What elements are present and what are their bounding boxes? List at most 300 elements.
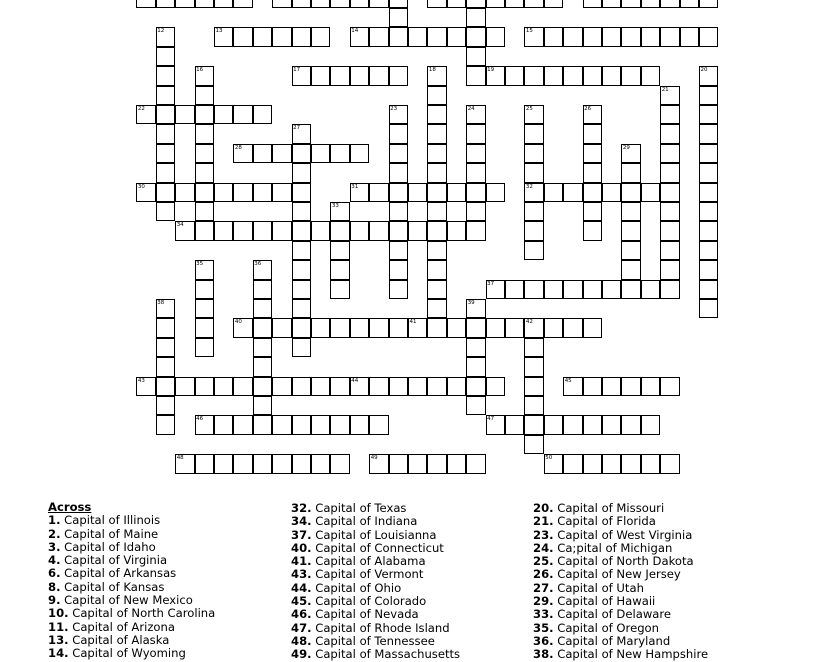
grid-cell[interactable]	[253, 280, 272, 299]
grid-cell[interactable]	[544, 280, 563, 299]
grid-cell[interactable]	[175, 183, 194, 202]
grid-cell[interactable]	[505, 66, 524, 85]
grid-cell[interactable]	[214, 377, 233, 396]
grid-cell[interactable]	[641, 183, 660, 202]
grid-cell[interactable]	[253, 299, 272, 318]
grid-cell[interactable]	[524, 377, 543, 396]
grid-cell[interactable]	[427, 299, 446, 318]
grid-cell[interactable]	[156, 163, 175, 182]
grid-cell[interactable]	[505, 318, 524, 337]
grid-cell[interactable]	[350, 66, 369, 85]
grid-cell[interactable]	[641, 415, 660, 434]
grid-cell[interactable]	[408, 183, 427, 202]
grid-cell[interactable]	[602, 66, 621, 85]
grid-cell[interactable]	[427, 86, 446, 105]
grid-cell[interactable]	[233, 415, 252, 434]
grid-cell[interactable]	[660, 124, 679, 143]
grid-cell[interactable]	[427, 280, 446, 299]
grid-cell[interactable]	[292, 241, 311, 260]
grid-cell[interactable]	[175, 377, 194, 396]
grid-cell[interactable]	[427, 260, 446, 279]
grid-cell[interactable]	[156, 415, 175, 434]
grid-cell[interactable]	[583, 280, 602, 299]
grid-cell[interactable]	[524, 66, 543, 85]
grid-cell[interactable]	[505, 0, 524, 8]
grid-cell[interactable]	[389, 221, 408, 240]
grid-cell[interactable]	[641, 280, 660, 299]
grid-cell[interactable]	[583, 27, 602, 46]
grid-cell[interactable]	[195, 318, 214, 337]
grid-cell[interactable]	[427, 27, 446, 46]
grid-cell[interactable]	[583, 163, 602, 182]
grid-cell[interactable]	[253, 338, 272, 357]
grid-cell[interactable]	[660, 27, 679, 46]
grid-cell[interactable]	[214, 105, 233, 124]
grid-cell[interactable]	[330, 318, 349, 337]
grid-cell[interactable]	[311, 221, 330, 240]
grid-cell[interactable]	[292, 163, 311, 182]
grid-cell[interactable]	[699, 0, 718, 8]
grid-cell[interactable]	[680, 0, 699, 8]
grid-cell[interactable]	[563, 454, 582, 473]
grid-cell[interactable]	[427, 377, 446, 396]
grid-cell[interactable]	[408, 454, 427, 473]
grid-cell[interactable]	[486, 0, 505, 8]
grid-cell[interactable]	[214, 221, 233, 240]
grid-cell[interactable]	[641, 454, 660, 473]
grid-cell[interactable]	[253, 105, 272, 124]
grid-cell[interactable]	[253, 318, 272, 337]
grid-cell[interactable]	[214, 415, 233, 434]
grid-cell[interactable]	[524, 357, 543, 376]
grid-cell[interactable]	[292, 202, 311, 221]
grid-cell[interactable]	[466, 124, 485, 143]
grid-cell[interactable]	[505, 280, 524, 299]
grid-cell[interactable]	[233, 377, 252, 396]
grid-cell[interactable]	[175, 105, 194, 124]
grid-cell[interactable]	[253, 454, 272, 473]
grid-cell[interactable]	[292, 299, 311, 318]
grid-cell[interactable]	[369, 377, 388, 396]
grid-cell[interactable]	[699, 27, 718, 46]
grid-cell[interactable]	[330, 66, 349, 85]
grid-cell[interactable]	[524, 163, 543, 182]
grid-cell[interactable]	[292, 27, 311, 46]
grid-cell[interactable]	[621, 280, 640, 299]
grid-cell[interactable]	[641, 66, 660, 85]
grid-cell[interactable]	[389, 377, 408, 396]
grid-cell[interactable]	[699, 202, 718, 221]
grid-cell[interactable]	[699, 241, 718, 260]
grid-cell[interactable]	[330, 260, 349, 279]
grid-cell[interactable]	[583, 202, 602, 221]
grid-cell[interactable]	[641, 377, 660, 396]
grid-cell[interactable]	[660, 163, 679, 182]
grid-cell[interactable]	[389, 202, 408, 221]
grid-cell[interactable]	[621, 377, 640, 396]
grid-cell[interactable]	[583, 183, 602, 202]
grid-cell[interactable]	[486, 183, 505, 202]
grid-cell[interactable]	[272, 454, 291, 473]
grid-cell[interactable]	[447, 454, 466, 473]
grid-cell[interactable]	[621, 415, 640, 434]
grid-cell[interactable]	[621, 66, 640, 85]
grid-cell[interactable]	[175, 0, 194, 8]
grid-cell[interactable]	[195, 105, 214, 124]
grid-cell[interactable]	[292, 260, 311, 279]
grid-cell[interactable]	[466, 318, 485, 337]
grid-cell[interactable]	[389, 163, 408, 182]
grid-cell[interactable]	[292, 183, 311, 202]
grid-cell[interactable]	[156, 377, 175, 396]
grid-cell[interactable]	[389, 183, 408, 202]
grid-cell[interactable]	[311, 377, 330, 396]
grid-cell[interactable]	[524, 280, 543, 299]
grid-cell[interactable]	[447, 27, 466, 46]
grid-cell[interactable]	[195, 377, 214, 396]
grid-cell[interactable]	[660, 183, 679, 202]
grid-cell[interactable]	[699, 124, 718, 143]
grid-cell[interactable]	[389, 124, 408, 143]
grid-cell[interactable]	[486, 377, 505, 396]
grid-cell[interactable]	[583, 377, 602, 396]
grid-cell[interactable]	[563, 318, 582, 337]
grid-cell[interactable]	[641, 27, 660, 46]
grid-cell[interactable]	[466, 144, 485, 163]
grid-cell[interactable]	[253, 221, 272, 240]
grid-cell[interactable]	[447, 0, 466, 8]
grid-cell[interactable]	[156, 396, 175, 415]
grid-cell[interactable]	[214, 0, 233, 8]
grid-cell[interactable]	[408, 221, 427, 240]
grid-cell[interactable]	[292, 280, 311, 299]
grid-cell[interactable]	[330, 415, 349, 434]
grid-cell[interactable]	[253, 27, 272, 46]
grid-cell[interactable]	[292, 221, 311, 240]
grid-cell[interactable]	[583, 124, 602, 143]
grid-cell[interactable]	[524, 435, 543, 454]
grid-cell[interactable]	[602, 415, 621, 434]
grid-cell[interactable]	[544, 318, 563, 337]
grid-cell[interactable]	[466, 454, 485, 473]
grid-cell[interactable]	[699, 163, 718, 182]
grid-cell[interactable]	[563, 27, 582, 46]
grid-cell[interactable]	[272, 144, 291, 163]
grid-cell[interactable]	[195, 183, 214, 202]
grid-cell[interactable]	[524, 144, 543, 163]
grid-cell[interactable]	[447, 318, 466, 337]
grid-cell[interactable]	[524, 396, 543, 415]
grid-cell[interactable]	[621, 163, 640, 182]
grid-cell[interactable]	[563, 415, 582, 434]
grid-cell[interactable]	[253, 144, 272, 163]
grid-cell[interactable]	[621, 202, 640, 221]
grid-cell[interactable]	[156, 124, 175, 143]
grid-cell[interactable]	[233, 183, 252, 202]
grid-cell[interactable]	[369, 183, 388, 202]
grid-cell[interactable]	[466, 163, 485, 182]
grid-cell[interactable]	[311, 0, 330, 8]
grid-cell[interactable]	[427, 144, 446, 163]
grid-cell[interactable]	[195, 0, 214, 8]
grid-cell[interactable]	[253, 377, 272, 396]
grid-cell[interactable]	[660, 241, 679, 260]
grid-cell[interactable]	[544, 27, 563, 46]
grid-cell[interactable]	[156, 357, 175, 376]
clue-item	[533, 635, 708, 648]
grid-cell[interactable]	[195, 221, 214, 240]
grid-cell[interactable]	[136, 0, 155, 8]
grid-cell[interactable]	[156, 105, 175, 124]
grid-cell[interactable]	[233, 221, 252, 240]
grid-cell[interactable]	[466, 357, 485, 376]
grid-cell[interactable]	[699, 260, 718, 279]
grid-cell[interactable]	[292, 144, 311, 163]
grid-cell[interactable]	[466, 338, 485, 357]
grid-cell[interactable]	[583, 221, 602, 240]
grid-cell[interactable]	[369, 415, 388, 434]
grid-cell[interactable]	[311, 144, 330, 163]
grid-cell[interactable]	[389, 66, 408, 85]
grid-cell[interactable]	[660, 377, 679, 396]
grid-cell[interactable]	[466, 377, 485, 396]
grid-cell[interactable]	[369, 221, 388, 240]
grid-cell[interactable]	[195, 124, 214, 143]
grid-cell[interactable]	[660, 221, 679, 240]
grid-cell[interactable]	[292, 415, 311, 434]
grid-cell[interactable]	[427, 124, 446, 143]
grid-cell[interactable]	[524, 221, 543, 240]
grid-cell[interactable]	[369, 27, 388, 46]
grid-cell[interactable]	[466, 183, 485, 202]
grid-cell[interactable]	[156, 183, 175, 202]
grid-cell[interactable]	[621, 260, 640, 279]
grid-cell[interactable]	[330, 280, 349, 299]
grid-cell[interactable]	[233, 27, 252, 46]
grid-cell[interactable]	[544, 415, 563, 434]
grid-cell[interactable]	[699, 183, 718, 202]
grid-cell[interactable]	[505, 415, 524, 434]
grid-cell[interactable]	[486, 27, 505, 46]
grid-cell[interactable]	[583, 454, 602, 473]
grid-cell[interactable]	[524, 241, 543, 260]
grid-cell[interactable]	[156, 318, 175, 337]
grid-cell[interactable]	[253, 415, 272, 434]
grid-cell[interactable]	[156, 0, 175, 8]
grid-cell[interactable]	[427, 454, 446, 473]
grid-cell[interactable]	[214, 183, 233, 202]
grid-cell[interactable]	[389, 454, 408, 473]
grid-cell[interactable]	[466, 202, 485, 221]
grid-cell[interactable]	[292, 377, 311, 396]
grid-cell[interactable]	[544, 66, 563, 85]
grid-cell[interactable]	[621, 183, 640, 202]
grid-cell[interactable]	[427, 318, 446, 337]
grid-cell[interactable]	[699, 280, 718, 299]
grid-cell[interactable]	[602, 27, 621, 46]
grid-cell[interactable]	[311, 415, 330, 434]
grid-cell[interactable]	[330, 0, 349, 8]
grid-cell[interactable]	[583, 0, 602, 8]
grid-cell[interactable]	[660, 105, 679, 124]
grid-cell[interactable]	[253, 357, 272, 376]
grid-cell[interactable]	[330, 144, 349, 163]
grid-cell[interactable]	[156, 144, 175, 163]
grid-cell[interactable]	[466, 66, 485, 85]
grid-cell[interactable]	[641, 0, 660, 8]
grid-cell[interactable]	[272, 318, 291, 337]
grid-cell[interactable]	[699, 299, 718, 318]
grid-cell[interactable]	[660, 260, 679, 279]
grid-cell[interactable]	[621, 27, 640, 46]
grid-cell[interactable]	[292, 338, 311, 357]
grid-cell[interactable]	[699, 105, 718, 124]
grid-cell[interactable]	[233, 454, 252, 473]
grid-cell[interactable]	[389, 27, 408, 46]
grid-cell[interactable]	[389, 144, 408, 163]
grid-cell[interactable]	[466, 221, 485, 240]
grid-cell[interactable]	[699, 221, 718, 240]
grid-cell[interactable]	[563, 280, 582, 299]
grid-cell[interactable]	[272, 0, 291, 8]
grid-cell[interactable]	[583, 318, 602, 337]
grid-cell[interactable]	[389, 280, 408, 299]
grid-cell[interactable]	[272, 27, 291, 46]
grid-cell[interactable]	[660, 280, 679, 299]
grid-cell[interactable]	[427, 183, 446, 202]
grid-cell[interactable]	[602, 183, 621, 202]
grid-cell[interactable]	[602, 280, 621, 299]
grid-cell[interactable]	[524, 0, 543, 8]
grid-cell[interactable]	[311, 27, 330, 46]
grid-cell[interactable]	[447, 377, 466, 396]
grid-cell[interactable]	[292, 318, 311, 337]
grid-cell[interactable]	[195, 299, 214, 318]
grid-cell[interactable]	[660, 454, 679, 473]
grid-cell[interactable]	[408, 377, 427, 396]
grid-cell[interactable]	[408, 27, 427, 46]
grid-cell[interactable]	[330, 241, 349, 260]
grid-cell[interactable]	[272, 377, 291, 396]
grid-cell[interactable]	[350, 144, 369, 163]
grid-cell[interactable]	[195, 202, 214, 221]
grid-cell[interactable]	[253, 183, 272, 202]
grid-cell[interactable]	[466, 0, 485, 8]
grid-cell[interactable]	[524, 415, 543, 434]
grid-cell[interactable]	[544, 0, 563, 8]
grid-cell[interactable]	[660, 144, 679, 163]
grid-cell[interactable]	[427, 241, 446, 260]
grid-cell[interactable]	[369, 66, 388, 85]
grid-cell[interactable]	[330, 221, 349, 240]
grid-cell[interactable]	[524, 124, 543, 143]
grid-cell[interactable]	[311, 454, 330, 473]
grid-cell[interactable]	[156, 66, 175, 85]
grid-cell[interactable]	[311, 66, 330, 85]
grid-cell[interactable]	[583, 415, 602, 434]
grid-cell[interactable]	[233, 0, 252, 8]
grid-cell[interactable]	[272, 183, 291, 202]
grid-cell[interactable]	[156, 47, 175, 66]
grid-cell[interactable]	[621, 221, 640, 240]
grid-cell[interactable]	[350, 0, 369, 8]
grid-cell[interactable]	[330, 454, 349, 473]
grid-cell[interactable]	[583, 144, 602, 163]
grid-cell[interactable]	[699, 144, 718, 163]
grid-cell[interactable]	[699, 86, 718, 105]
grid-cell[interactable]	[447, 183, 466, 202]
grid-cell[interactable]	[602, 0, 621, 8]
grid-cell[interactable]	[602, 454, 621, 473]
grid-cell[interactable]	[447, 221, 466, 240]
grid-cell[interactable]	[330, 377, 349, 396]
grid-cell[interactable]	[389, 8, 408, 27]
grid-cell[interactable]	[233, 105, 252, 124]
grid-cell[interactable]	[195, 163, 214, 182]
grid-cell[interactable]	[156, 86, 175, 105]
grid-cell[interactable]	[621, 0, 640, 8]
grid-cell[interactable]	[427, 0, 446, 8]
grid-cell[interactable]	[680, 27, 699, 46]
grid-cell[interactable]	[369, 318, 388, 337]
grid-cell[interactable]	[253, 396, 272, 415]
grid-cell[interactable]	[427, 221, 446, 240]
grid-cell[interactable]	[195, 144, 214, 163]
grid-cell[interactable]	[427, 105, 446, 124]
clue-number: 10.	[48, 606, 69, 621]
grid-cell[interactable]	[524, 202, 543, 221]
grid-cell[interactable]	[427, 163, 446, 182]
grid-cell[interactable]	[350, 318, 369, 337]
grid-cell[interactable]	[466, 47, 485, 66]
grid-cell[interactable]	[583, 66, 602, 85]
grid-cell[interactable]	[156, 338, 175, 357]
grid-cell[interactable]	[195, 454, 214, 473]
grid-cell[interactable]	[602, 377, 621, 396]
grid-cell[interactable]	[486, 318, 505, 337]
grid-cell[interactable]	[563, 183, 582, 202]
grid-cell[interactable]	[350, 415, 369, 434]
grid-cell[interactable]	[156, 202, 175, 221]
grid-cell[interactable]	[369, 0, 388, 8]
grid-cell[interactable]	[350, 221, 369, 240]
grid-cell[interactable]	[389, 241, 408, 260]
grid-cell[interactable]	[389, 260, 408, 279]
grid-cell[interactable]	[272, 415, 291, 434]
grid-cell[interactable]	[563, 66, 582, 85]
grid-cell[interactable]	[427, 202, 446, 221]
grid-cell[interactable]	[466, 8, 485, 27]
grid-cell[interactable]	[214, 454, 233, 473]
grid-cell[interactable]	[660, 0, 679, 8]
grid-cell[interactable]	[621, 454, 640, 473]
grid-cell[interactable]	[621, 241, 640, 260]
grid-cell[interactable]	[544, 183, 563, 202]
grid-cell[interactable]	[195, 338, 214, 357]
grid-cell[interactable]	[466, 396, 485, 415]
grid-cell[interactable]	[524, 338, 543, 357]
grid-cell[interactable]	[195, 86, 214, 105]
grid-cell[interactable]	[292, 0, 311, 8]
grid-cell[interactable]	[272, 221, 291, 240]
grid-cell[interactable]	[311, 318, 330, 337]
grid-cell[interactable]	[466, 27, 485, 46]
grid-cell[interactable]	[292, 454, 311, 473]
grid-cell[interactable]	[389, 0, 408, 8]
grid-cell[interactable]	[389, 318, 408, 337]
grid-cell[interactable]	[660, 202, 679, 221]
grid-cell[interactable]	[195, 280, 214, 299]
